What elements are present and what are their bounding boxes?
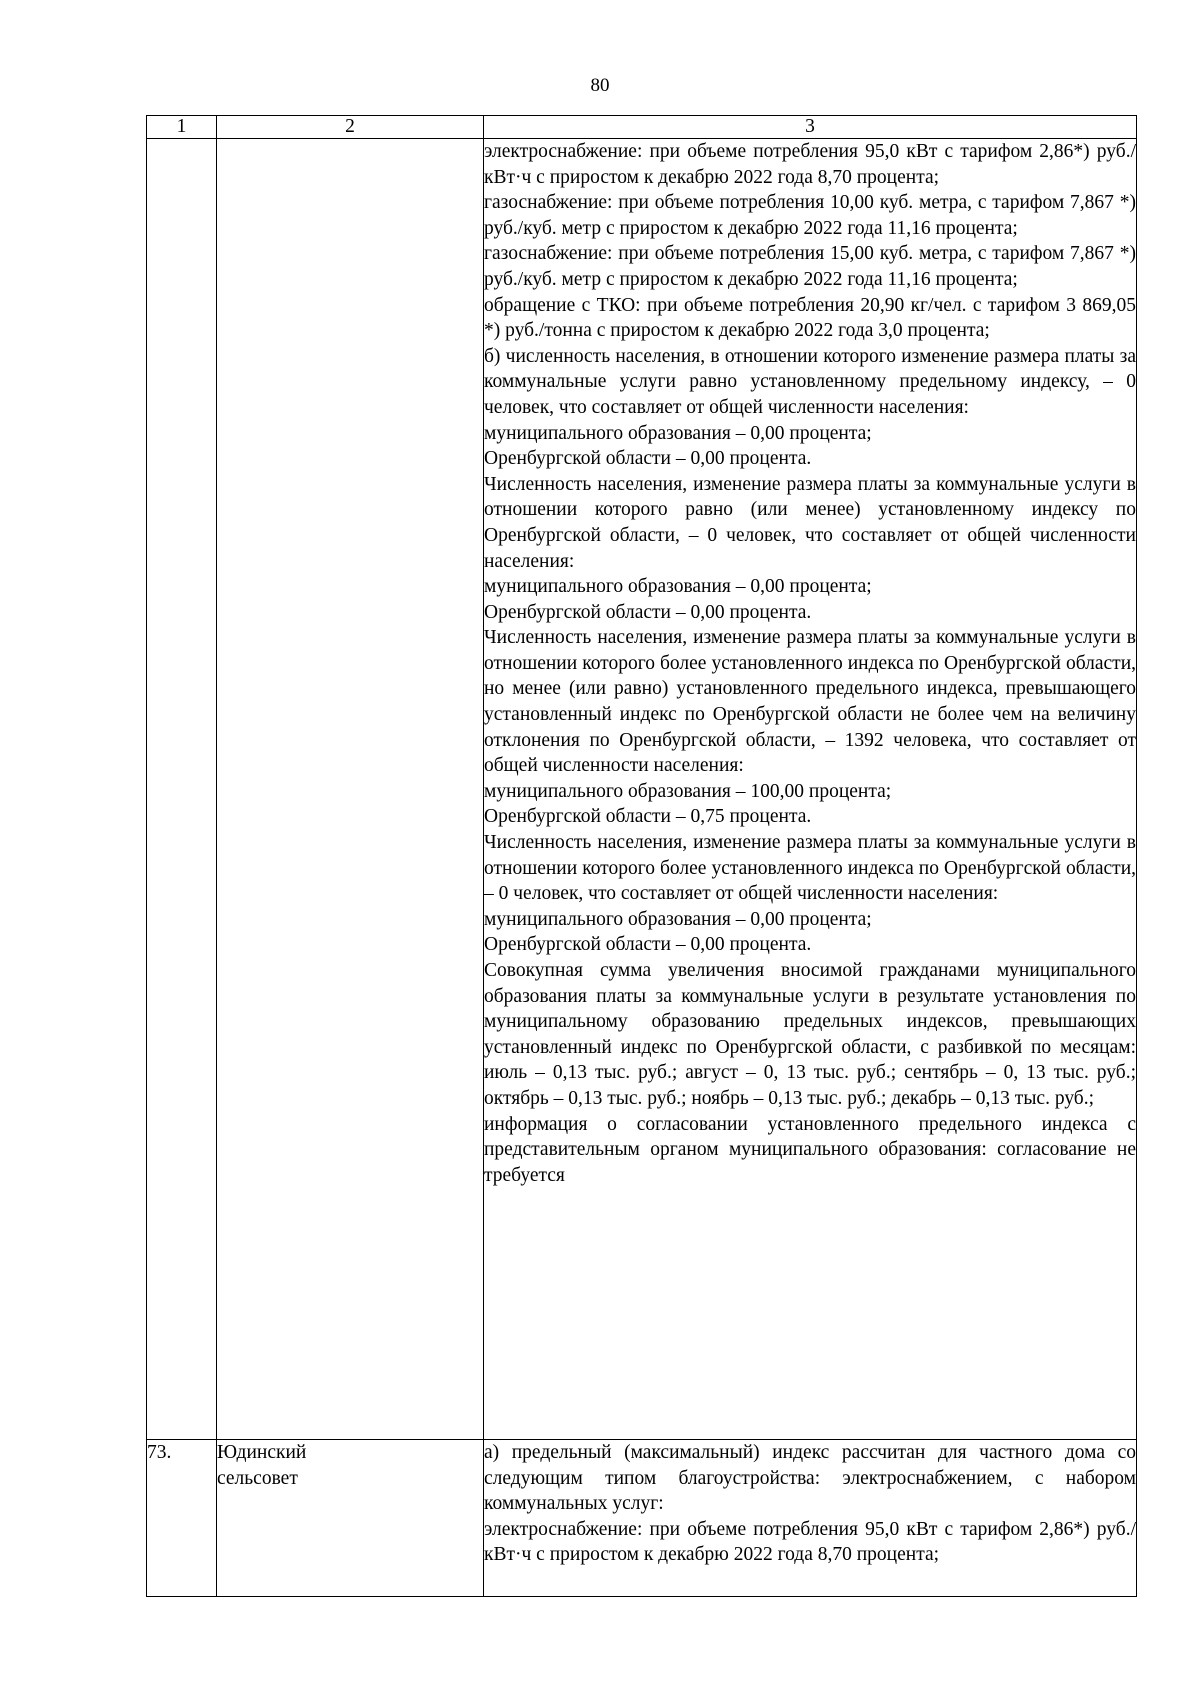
header-col-1: 1 [147,116,217,139]
content-paragraph: а) предельный (максимальный) индекс рассчитан для частного дома со следующим типом благоустройства: электроснабжением, с набором коммунальных услуг: [484,1442,1136,1515]
content-paragraph: информация о согласовании установленного предельного индекса с представительным органом муниципального образования: согласование не требуется [484,1113,1136,1186]
row-number-cell [147,139,217,1440]
table-header-row [147,116,1137,139]
content-paragraph: муниципального образования – 0,00 процента; [484,908,872,930]
content-paragraph: газоснабжение: при объеме потребления 10,00 куб. метра, с тарифом 7,867 *) руб./куб. метр с приростом к декабрю 2022 года 11,16 процента; [484,192,1136,239]
content-paragraph: электроснабжение: при объеме потребления 95,0 кВт с тарифом 2,86*) руб./кВт·ч с приростом к декабрю 2022 года 8,70 процента; [484,1518,1136,1566]
row-content-cell [484,1440,1137,1597]
content-paragraph: б) численность населения, в отношении которого изменение размера платы за коммунальные услуги равно установленному предельному индексу, – 0 человек, что составляет от общей численности населения: [484,345,1136,418]
content-paragraph: муниципального образования – 0,00 процента; [484,422,872,444]
header-col-2: 2 [217,116,484,139]
content-paragraph: Численность населения, изменение размера платы за коммунальные услуги в отношении которого более установленного индекса по Оренбургской области, – 0 человек, что составляет от общей численности населения: [484,832,1136,905]
municipality-name-line: Юдинский [217,1442,307,1463]
row-number-cell: 73. [147,1440,217,1597]
content-paragraph: Совокупная сумма увеличения вносимой гражданами муниципального образования платы за коммунальные услуги в результате установления по муниципальному образованию предельных индексов, превышающих установленный индекс по Оренбургской области, с разбивкой по месяцам: июль – 0,13 тыс. руб.; август – 0, 13 тыс. руб.; сентябрь – 0, 13 тыс. руб.; октябрь – 0,13 тыс. руб.; ноябрь – 0,13 тыс. руб.; декабрь – 0,13 тыс. руб.; [484,960,1136,1109]
content-paragraph: Оренбургской области – 0,00 процента. [484,448,812,470]
content-paragraph: Численность населения, изменение размера платы за коммунальные услуги в отношении которого более установленного индекса по Оренбургской области, но менее (или равно) установленного предельного индекса, превышающего установленный индекс по Оренбургской области не более чем на величину отклонения по Оренбургской области, – 1392 человека, что составляет от общей численности населения: [484,627,1136,777]
page-number: 80 [590,75,610,96]
header-col-3: 3 [484,116,1137,139]
content-paragraph: газоснабжение: при объеме потребления 15,00 куб. метра, с тарифом 7,867 *) руб./куб. метр с приростом к декабрю 2022 года 11,16 процента; [484,243,1136,290]
content-paragraph: Оренбургской области – 0,00 процента. [484,601,812,623]
table-row [147,139,1137,1440]
content-paragraph: муниципального образования – 100,00 процента; [484,780,892,802]
municipality-name-line: сельсовет [217,1467,298,1489]
content-paragraph: Численность населения, изменение размера платы за коммунальные услуги в отношении которого равно (или менее) установленному индексу по Оренбургской области, – 0 человек, что составляет от общей численности населения: [484,473,1136,572]
content-paragraph: Оренбургской области – 0,75 процента. [484,806,812,828]
municipality-name-cell [217,1440,484,1597]
table-row [147,1440,1137,1597]
content-paragraph: Оренбургской области – 0,00 процента. [484,934,812,956]
content-paragraph: электроснабжение: при объеме потребления 95,0 кВт с тарифом 2,86*) руб./кВт·ч с приростом к декабрю 2022 года 8,70 процента; [484,141,1136,188]
row-content-cell [484,139,1137,1440]
content-paragraph: муниципального образования – 0,00 процента; [484,576,872,598]
content-paragraph: обращение с ТКО: при объеме потребления 20,90 кг/чел. с тарифом 3 869,05 *) руб./тонна с приростом к декабрю 2022 года 3,0 процента; [484,294,1136,342]
tariff-index-table [146,115,1137,1597]
municipality-name-cell [217,139,484,1440]
